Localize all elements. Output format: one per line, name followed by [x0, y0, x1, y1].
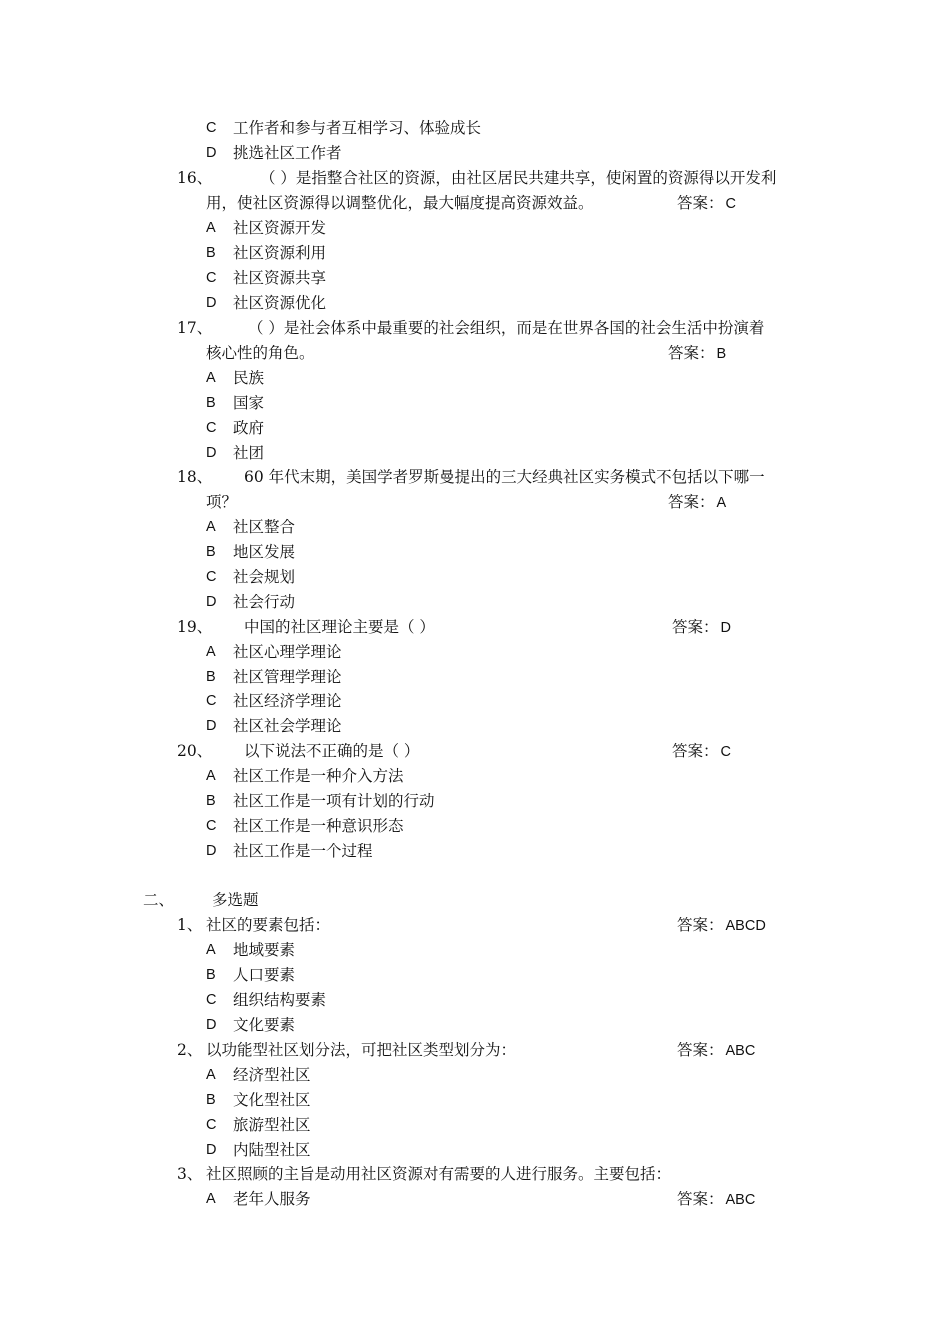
answer-label: 答案： — [677, 1190, 724, 1208]
question-text: 社区的要素包括： — [206, 916, 331, 934]
answer — [668, 490, 726, 515]
answer-label: 答案： — [672, 742, 719, 760]
answer — [677, 1187, 755, 1212]
question-16-line2 — [0, 191, 950, 215]
option-letter: A — [206, 768, 216, 784]
option-text: 社区资源利用 — [233, 244, 327, 262]
section-title: 多选题 — [212, 891, 259, 909]
option-text: 社区管理学理论 — [233, 668, 342, 686]
question-text: 社区照顾的主旨是动用社区资源对有需要的人进行服务。主要包括： — [206, 1165, 672, 1183]
option-letter: D — [206, 295, 217, 311]
option-text: 社区工作是一种意识形态 — [233, 817, 404, 835]
option-text: 人口要素 — [233, 966, 296, 984]
option-text: 社区社会学理论 — [233, 717, 342, 735]
option-letter: C — [206, 693, 217, 709]
question-18 — [0, 465, 950, 489]
option-letter: B — [206, 544, 216, 560]
option-letter: C — [206, 818, 217, 834]
option-row — [0, 1187, 950, 1211]
option-letter: A — [206, 519, 216, 535]
option-text: 组织结构要素 — [233, 991, 327, 1009]
option-letter: A — [206, 942, 216, 958]
option-text: 社区资源优化 — [233, 294, 327, 312]
option-letter: B — [206, 967, 216, 983]
option-letter: C — [206, 420, 217, 436]
question-number: 20、 — [177, 742, 213, 760]
option-text: 经济型社区 — [233, 1066, 311, 1084]
question-number: 18、 — [177, 468, 213, 486]
answer-value: ABC — [725, 1043, 756, 1059]
section-heading — [0, 888, 950, 912]
answer-label: 答案： — [672, 618, 719, 636]
option-text: 地区发展 — [233, 543, 296, 561]
section-number: 二、 — [143, 891, 175, 909]
question-18-line2 — [0, 490, 950, 514]
option-letter: C — [206, 569, 217, 585]
answer-label: 答案： — [668, 493, 715, 511]
question-text-line2: 项？ — [206, 493, 238, 511]
answer-label: 答案： — [677, 916, 724, 934]
answer-value: C — [725, 196, 736, 212]
question-text-line2: 核心性的角色。 — [206, 344, 315, 362]
option-letter: A — [206, 220, 216, 236]
option-letter: C — [206, 1117, 217, 1133]
option-letter: C — [206, 120, 217, 136]
option-letter: B — [206, 1092, 216, 1108]
question-number: 1、 — [177, 916, 203, 934]
option-text: 文化要素 — [233, 1016, 296, 1034]
question-19 — [0, 615, 950, 639]
question-17-line2 — [0, 341, 950, 365]
option-letter: D — [206, 843, 217, 859]
option-text: 老年人服务 — [233, 1190, 311, 1208]
question-16 — [0, 166, 950, 190]
option-text: 社区经济学理论 — [233, 692, 342, 710]
answer — [677, 913, 766, 938]
question-17 — [0, 316, 950, 340]
option-text: 社区心理学理论 — [233, 643, 342, 661]
answer-value: C — [720, 744, 731, 760]
option-text: 旅游型社区 — [233, 1116, 311, 1134]
option-text: 国家 — [233, 394, 265, 412]
option-letter: D — [206, 445, 217, 461]
option-letter: B — [206, 395, 216, 411]
option-letter: C — [206, 270, 217, 286]
answer-value: A — [716, 495, 727, 511]
option-letter: D — [206, 718, 217, 734]
option-letter: A — [206, 370, 216, 386]
question-number: 2、 — [177, 1041, 203, 1059]
option-letter: D — [206, 1142, 217, 1158]
option-letter: C — [206, 992, 217, 1008]
answer-value: ABCD — [725, 918, 766, 934]
question-number: 3、 — [177, 1165, 203, 1183]
answer-value: ABC — [725, 1192, 756, 1208]
question-number: 16、 — [177, 169, 213, 187]
answer-label: 答案： — [677, 194, 724, 212]
answer — [672, 739, 731, 764]
option-text: 挑选社区工作者 — [233, 144, 342, 162]
option-text: 社会规划 — [233, 568, 296, 586]
option-text: 社区工作是一个过程 — [233, 842, 373, 860]
question-text: 以功能型社区划分法，可把社区类型划分为： — [206, 1041, 517, 1059]
answer-label: 答案： — [668, 344, 715, 362]
option-text: 社区资源共享 — [233, 269, 327, 287]
answer-label: 答案： — [677, 1041, 724, 1059]
option-text: 政府 — [233, 419, 265, 437]
option-text: 社区资源开发 — [233, 219, 327, 237]
answer — [677, 191, 736, 216]
option-letter: A — [206, 644, 216, 660]
answer-value: D — [720, 620, 731, 636]
option-text: 社区工作是一种介入方法 — [233, 767, 404, 785]
question-text-line1: （ ）是社会体系中最重要的社会组织，而是在世界各国的社会生活中扮演着 — [248, 319, 765, 337]
question-number: 17、 — [177, 319, 213, 337]
multi-question-1 — [0, 913, 950, 937]
multi-question-2 — [0, 1038, 950, 1062]
option-letter: B — [206, 669, 216, 685]
option-letter: B — [206, 245, 216, 261]
answer — [672, 615, 731, 640]
option-letter: D — [206, 145, 217, 161]
answer-value: B — [716, 346, 727, 362]
question-text-line1: （ ）是指整合社区的资源，由社区居民共建共享，使闲置的资源得以开发利 — [260, 169, 777, 187]
question-number: 19、 — [177, 618, 213, 636]
option-text: 社区工作是一项有计划的行动 — [233, 792, 435, 810]
question-text-line1: 60 年代末期，美国学者罗斯曼提出的三大经典社区实务模式不包括以下哪一 — [244, 468, 765, 486]
option-letter: B — [206, 793, 216, 809]
question-text-line1: 以下说法不正确的是（ ） — [244, 742, 420, 760]
option-text: 社区整合 — [233, 518, 296, 536]
option-text: 社团 — [233, 444, 265, 462]
answer — [677, 1038, 755, 1063]
option-letter: D — [206, 594, 217, 610]
option-text: 文化型社区 — [233, 1091, 311, 1109]
option-text: 内陆型社区 — [233, 1141, 311, 1159]
option-text: 社会行动 — [233, 593, 296, 611]
answer — [668, 341, 726, 366]
question-text-line1: 中国的社区理论主要是（ ） — [244, 618, 435, 636]
option-text: 民族 — [233, 369, 265, 387]
question-20 — [0, 739, 950, 763]
option-text: 地域要素 — [233, 941, 296, 959]
question-text-line2: 用，使社区资源得以调整优化，最大幅度提高资源效益。 — [206, 194, 594, 212]
option-letter: A — [206, 1191, 216, 1207]
option-text: 工作者和参与者互相学习、体验成长 — [233, 119, 482, 137]
multi-question-3 — [0, 1162, 950, 1186]
option-letter: A — [206, 1067, 216, 1083]
option-letter: D — [206, 1017, 217, 1033]
